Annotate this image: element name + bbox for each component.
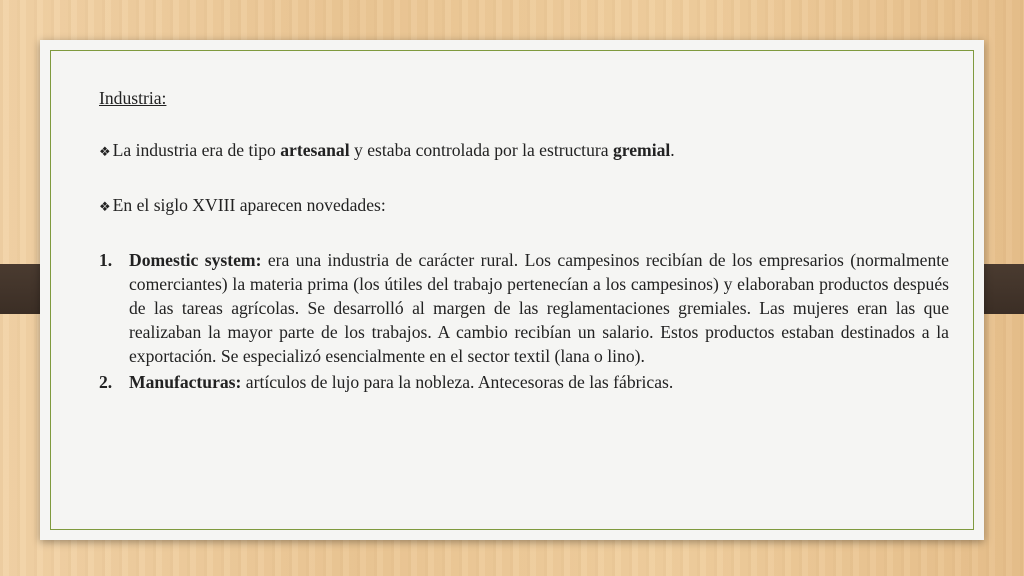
list-item-domestic-system [99,248,949,368]
slide-paper [40,40,984,540]
list-term: Domestic system: [129,250,262,270]
list-number: 2. [99,372,113,392]
bullet-item-1: ❖ La industria era de tipo artesanal y estaba controlada por la estructura gremial. [99,140,675,160]
bullet-item-2: ❖ En el siglo XVIII aparecen novedades: [99,195,386,215]
bold-term-gremial: gremial [612,140,671,160]
diamond-bullet-icon: ❖ [99,200,111,215]
list-item-text: Domestic system: era una industria de carácter rural. Los campesinos recibían de los empresarios (normalmente comerciantes) la materia prima (los útiles del trabajo pertenecían a los campesinos) y elaboraban productos después de las tareas agrícolas. Se desarrolló al margen de las reglamentaciones gremiales. Las mujeres eran las que realizaban la mayor parte de los trabajos. A cambio recibían un salario. Estos productos estaban destinados a la exportación. Se especializó esencialmente en el sector textil (lana o lino). [129,250,949,366]
numbered-list [99,248,949,394]
diamond-bullet-icon: ❖ [99,145,111,160]
list-item-manufacturas [99,370,949,394]
list-item-text: Manufacturas: artículos de lujo para la nobleza. Antecesoras de las fábricas. [129,372,674,392]
slide-heading: Industria: [99,88,167,108]
slide-content [99,86,949,396]
list-term: Manufacturas: [129,372,242,392]
bold-term-artesanal: artesanal [280,140,350,160]
list-number: 1. [99,250,113,270]
